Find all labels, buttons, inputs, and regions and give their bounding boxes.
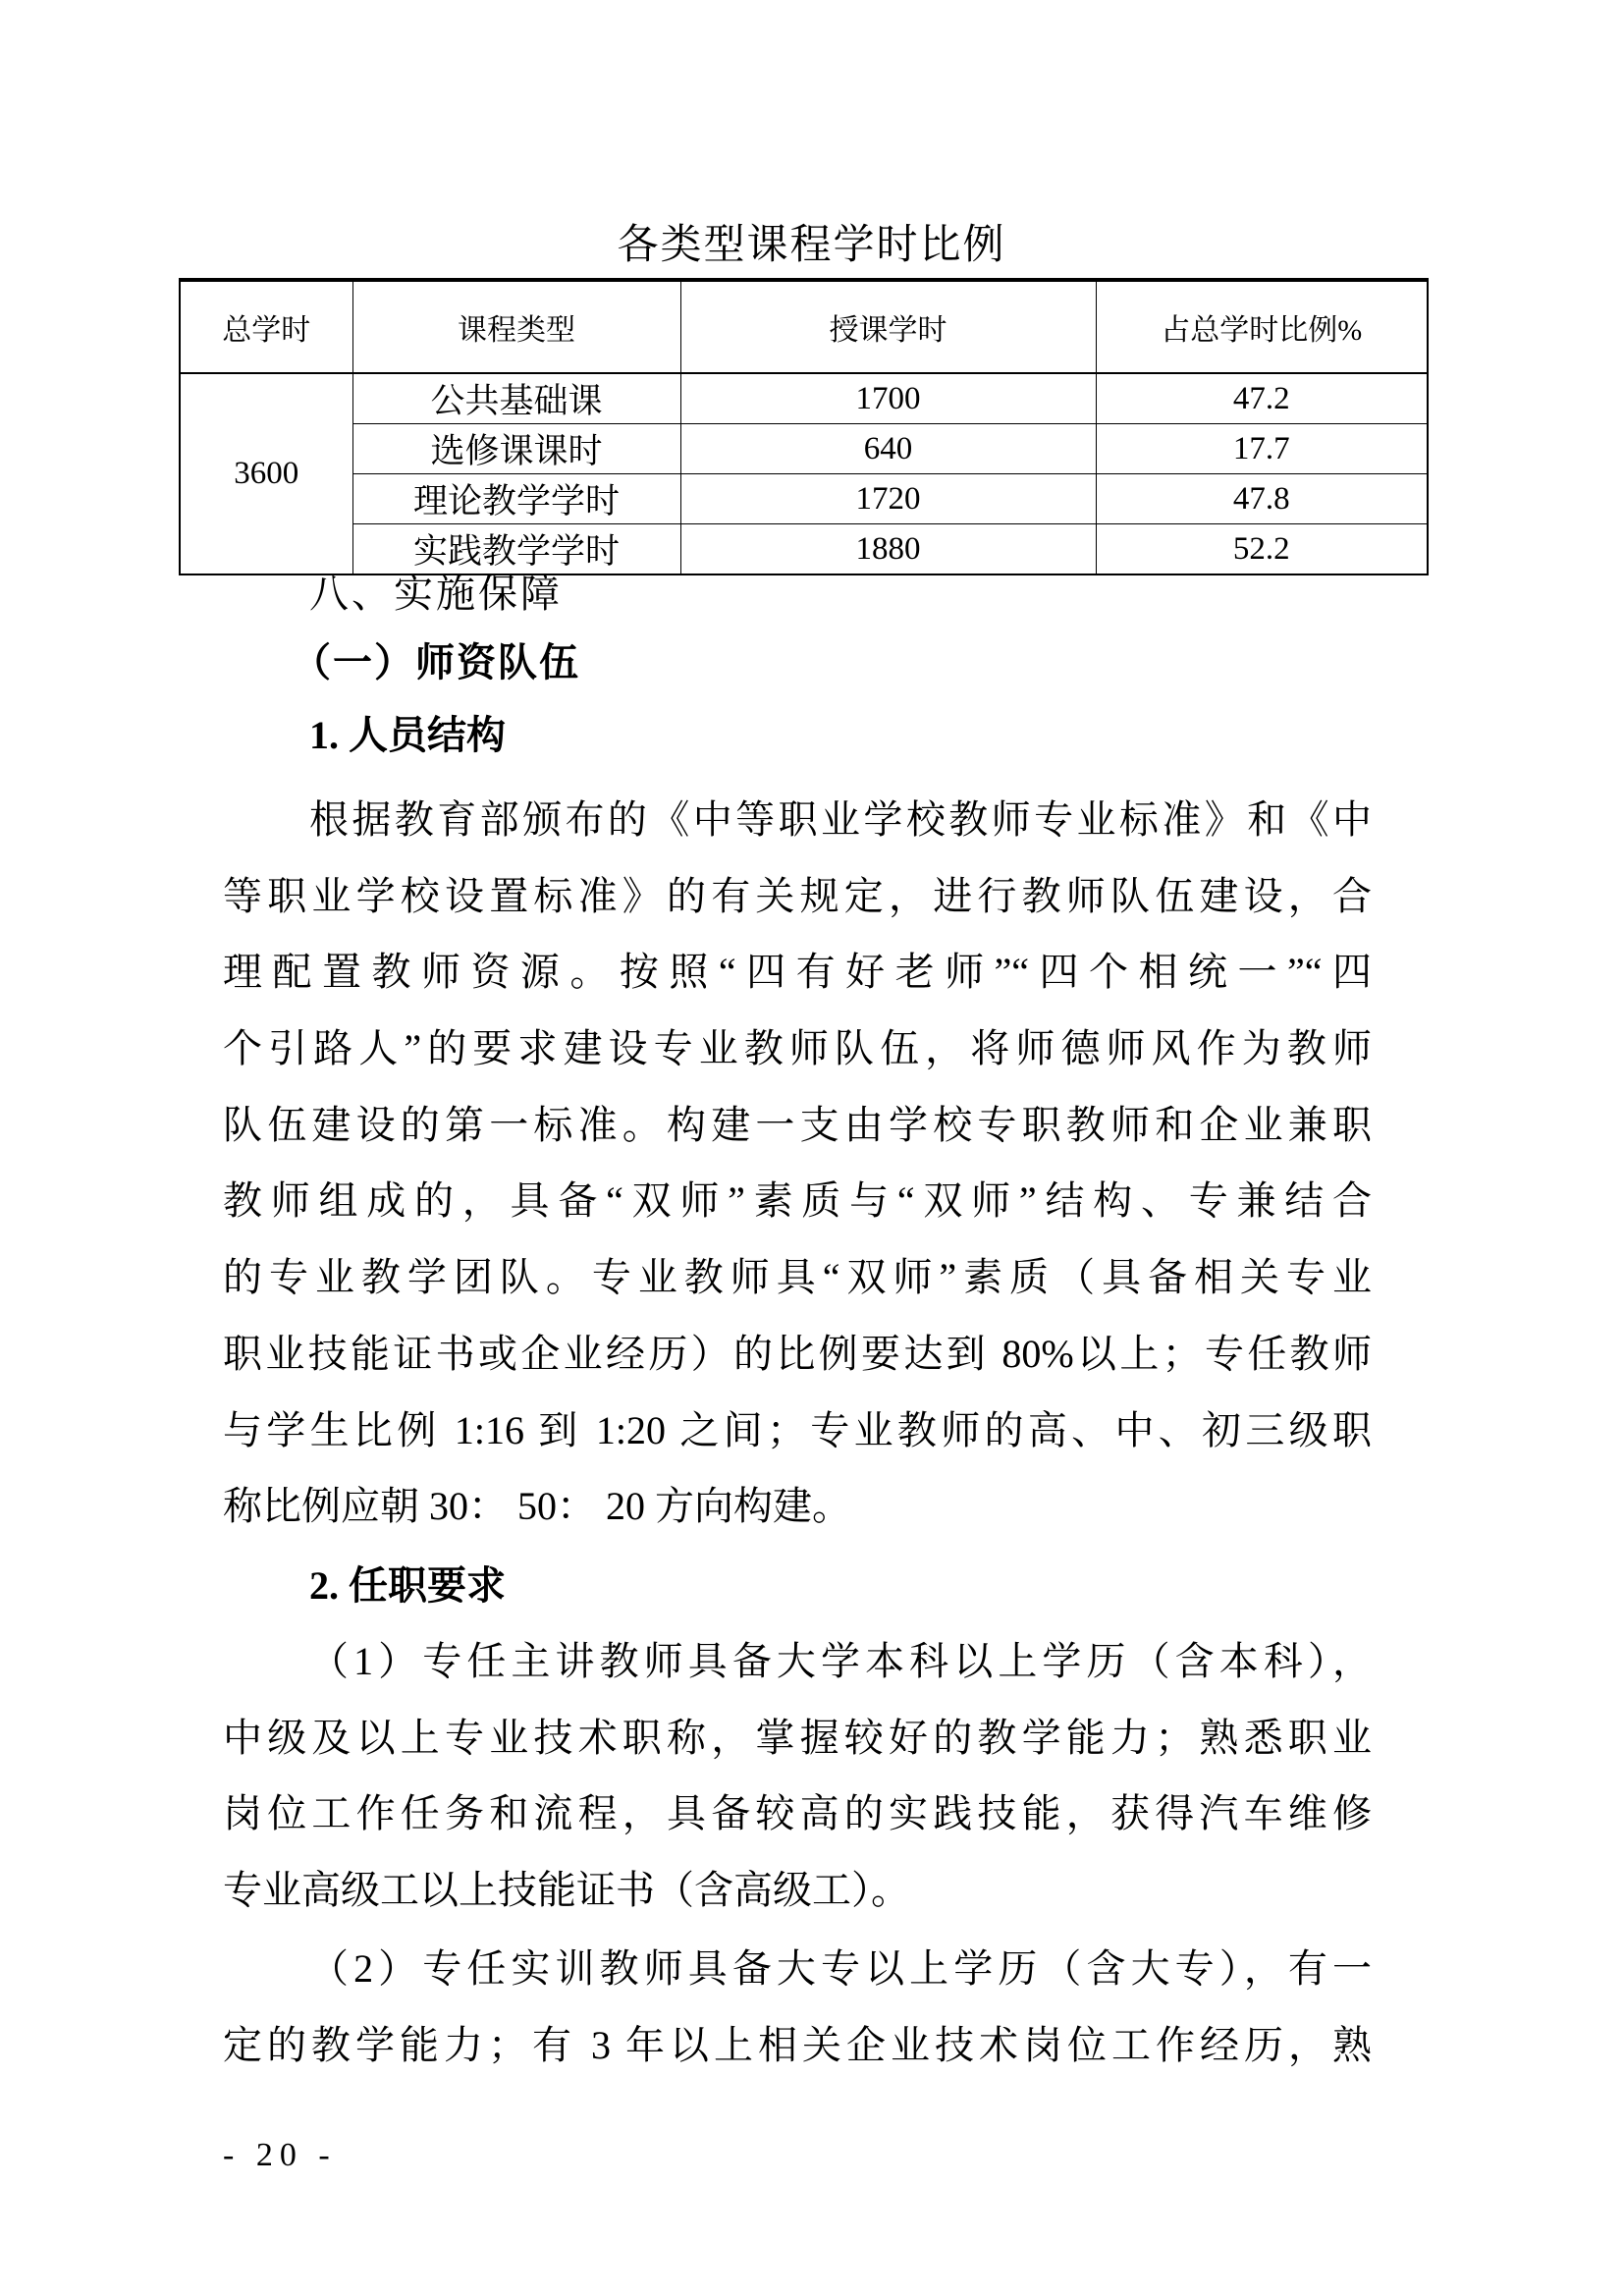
text-line: 队伍建设的第一标准。构建一支由学校专职教师和企业兼职 <box>223 1102 1372 1147</box>
text-line: 职业技能证书或企业经历）的比例要达到 80%以上；专任教师 <box>223 1331 1372 1376</box>
heading-section-8: 八、实施保障 <box>309 572 563 616</box>
table-row <box>180 474 1428 524</box>
percent-cell: 47.8 <box>1096 474 1428 524</box>
paragraph-personnel-structure <box>223 782 1372 1545</box>
course-type-cell: 选修课课时 <box>352 424 680 474</box>
percent-cell: 52.2 <box>1096 524 1428 575</box>
hours-cell: 1720 <box>680 474 1096 524</box>
text-line: 专业高级工以上技能证书（含高级工）。 <box>223 1868 910 1913</box>
text-line: 个引路人”的要求建设专业教师队伍，将师德师风作为教师 <box>223 1026 1372 1071</box>
table-row <box>180 424 1428 474</box>
heading-personnel-structure: 1. 人员结构 <box>309 713 506 757</box>
text-line: 理配置教师资源。按照“四有好老师”“四个相统一”“四 <box>223 950 1372 995</box>
text-line: 的专业教学团队。专业教师具“双师”素质（具备相关专业 <box>223 1255 1372 1300</box>
paragraph-lecturer-requirements <box>223 1623 1372 1929</box>
col-header-teaching-hours: 授课学时 <box>680 280 1096 373</box>
percent-cell: 47.2 <box>1096 373 1428 424</box>
text-line: （1）专任主讲教师具备大学本科以上学历（含本科）， <box>309 1639 1372 1683</box>
col-header-percent: 占总学时比例% <box>1096 280 1428 373</box>
col-header-total-hours: 总学时 <box>180 280 352 373</box>
course-type-cell: 理论教学学时 <box>352 474 680 524</box>
table-row <box>180 373 1428 424</box>
heading-teacher-team: （一）师资队伍 <box>292 640 580 684</box>
text-line: 岗位工作任务和流程，具备较高的实践技能，获得汽车维修 <box>223 1791 1372 1836</box>
hours-cell: 1700 <box>680 373 1096 424</box>
text-line: 中级及以上专业技术职称，掌握较好的教学能力；熟悉职业 <box>223 1715 1372 1760</box>
col-header-course-type: 课程类型 <box>352 280 680 373</box>
course-type-cell: 实践教学学时 <box>352 524 680 575</box>
table-header-row <box>180 280 1428 373</box>
page-number: - 20 - <box>223 2137 337 2173</box>
course-type-cell: 公共基础课 <box>352 373 680 424</box>
hours-cell: 640 <box>680 424 1096 474</box>
course-hours-table <box>179 278 1429 575</box>
hours-cell: 1880 <box>680 524 1096 575</box>
total-hours-value: 3600 <box>180 373 352 574</box>
text-line: 定的教学能力；有 3 年以上相关企业技术岗位工作经历，熟 <box>223 2022 1372 2067</box>
text-line: 根据教育部颁布的《中等职业学校教师专业标准》和《中 <box>309 797 1372 842</box>
heading-job-requirements: 2. 任职要求 <box>309 1563 506 1608</box>
text-line: 与学生比例 1:16 到 1:20 之间；专业教师的高、中、初三级职 <box>223 1407 1372 1452</box>
text-line: （2）专任实训教师具备大专以上学历（含大专），有一 <box>309 1946 1372 1991</box>
text-line: 教师组成的，具备“双师”素质与“双师”结构、专兼结合 <box>223 1178 1372 1224</box>
table-title: 各类型课程学时比例 <box>617 223 1006 268</box>
text-line: 等职业学校设置标准》的有关规定，进行教师队伍建设，合 <box>223 873 1372 918</box>
percent-cell: 17.7 <box>1096 424 1428 474</box>
text-line: 称比例应朝 30： 50： 20 方向构建。 <box>223 1484 851 1529</box>
paragraph-trainer-requirements <box>223 1931 1372 2083</box>
